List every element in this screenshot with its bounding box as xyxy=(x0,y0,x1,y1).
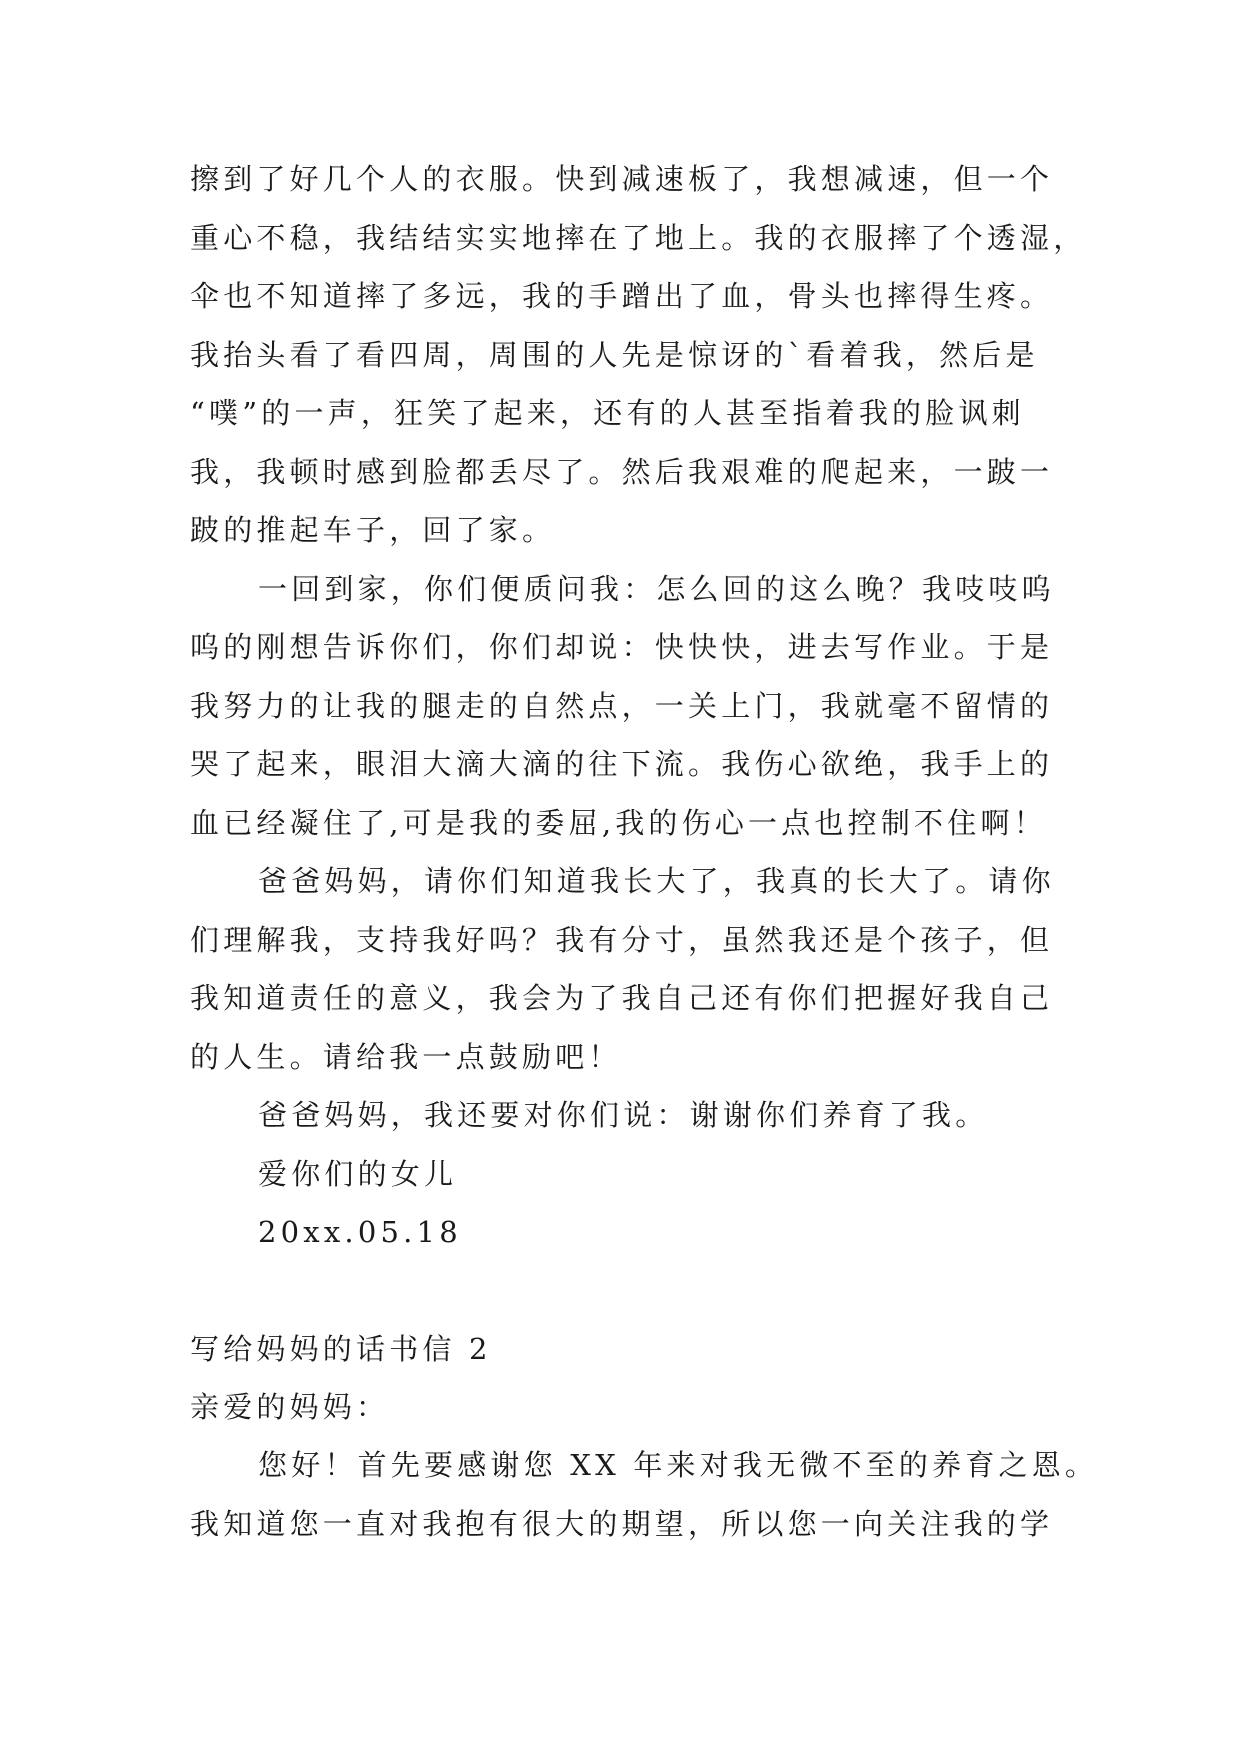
letter-1-body xyxy=(190,150,1087,1262)
letter-2-body xyxy=(190,1436,1099,1553)
body-line: 爸爸妈妈，请你们知道我长大了，我真的长大了。请你 xyxy=(258,864,1055,898)
letter-greeting: 亲爱的妈妈： xyxy=(190,1390,390,1424)
body-line: 血已经凝住了,可是我的委屈,我的伤心一点也控制不住啊！ xyxy=(190,805,1047,840)
section-title: 写给妈妈的话书信 2 xyxy=(190,1332,492,1366)
body-line: 伞也不知道摔了多远，我的手蹭出了血，骨头也摔得生疼。 xyxy=(190,279,1054,313)
date-line: 20xx.05.18 xyxy=(258,1215,462,1249)
body-line: 呜的刚想告诉你们，你们却说：快快快，进去写作业。于是 xyxy=(190,630,1054,664)
body-line: 您好！首先要感谢您 XX 年来对我无微不至的养育之恩。 xyxy=(258,1448,1099,1482)
body-line: 重心不稳，我结结实实地摔在了地上。我的衣服摔了个透湿， xyxy=(190,220,1087,255)
body-line: 爸爸妈妈，我还要对你们说：谢谢你们养育了我。 xyxy=(258,1098,989,1132)
body-line: 我知道责任的意义，我会为了我自己还有你们把握好我自己 xyxy=(190,981,1054,1015)
body-line: 的人生。请给我一点鼓励吧！ xyxy=(190,1039,622,1074)
body-line: 我知道您一直对我抱有很大的期望，所以您一向关注我的学 xyxy=(190,1506,1054,1541)
body-line: 我努力的让我的腿走的自然点，一关上门，我就毫不留情的 xyxy=(190,688,1054,723)
body-line: 跛的推起车子，回了家。 xyxy=(190,513,556,547)
body-line: 我，我顿时感到脸都丢尽了。然后我艰难的爬起来，一跛一 xyxy=(190,454,1054,489)
body-line: 擦到了好几个人的衣服。快到减速板了，我想减速，但一个 xyxy=(190,162,1054,196)
body-line: 们理解我，支持我好吗？我有分寸，虽然我还是个孩子，但 xyxy=(190,922,1054,957)
body-line: 一回到家，你们便质问我：怎么回的这么晚？我吱吱呜 xyxy=(258,571,1055,606)
body-line: 我抬头看了看四周，周围的人先是惊讶的`看着我，然后是 xyxy=(190,337,1039,372)
signature-line: 爱你们的女儿 xyxy=(258,1156,458,1191)
body-line: 哭了起来，眼泪大滴大滴的往下流。我伤心欲绝，我手上的 xyxy=(190,747,1054,781)
body-line: “噗”的一声，狂笑了起来，还有的人甚至指着我的脸讽刺 xyxy=(190,396,1025,430)
